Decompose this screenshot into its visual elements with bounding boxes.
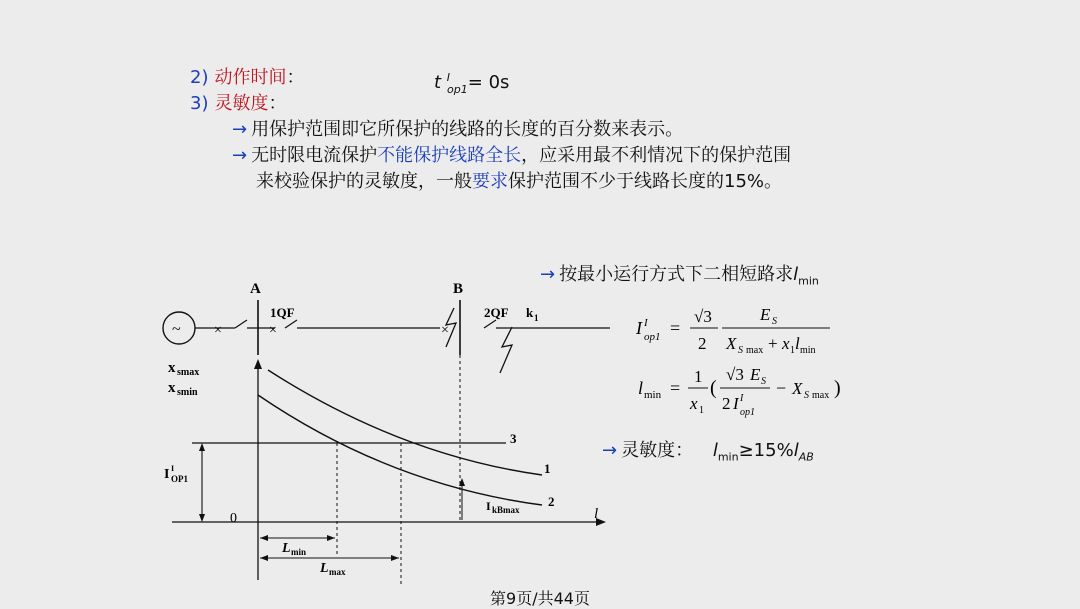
bullet-1	[232, 118, 683, 142]
sens-l: l	[712, 440, 718, 461]
arrow-icon: →	[602, 440, 618, 461]
item-number: 2)	[190, 67, 209, 88]
xsmin-label: x	[168, 380, 176, 396]
svg-text:op1: op1	[644, 331, 661, 343]
svg-text:=: =	[670, 318, 681, 338]
xsmax-sub: smax	[177, 367, 200, 378]
curve-3-label: 3	[510, 431, 517, 446]
bullet-2-part3: ，应采用最不利情况下的保护范围	[521, 145, 792, 166]
svg-text:1: 1	[699, 405, 704, 416]
svg-text:I: I	[636, 318, 642, 338]
svg-text:1: 1	[694, 367, 703, 386]
item-sensitivity	[190, 92, 286, 116]
sens-sub2: AB	[798, 450, 814, 464]
sens-sub: min	[717, 450, 739, 464]
sensitivity-label: 灵敏度	[214, 93, 269, 114]
label-1qf: 1QF	[270, 305, 295, 320]
iop-label: I	[164, 467, 170, 482]
svg-text:×: ×	[214, 323, 222, 338]
svg-text:op1: op1	[740, 407, 755, 418]
svg-text:−: −	[776, 378, 787, 398]
sens-label: 灵敏度：	[621, 440, 694, 461]
iop-sub: OP1	[171, 474, 188, 484]
svg-text:X: X	[792, 379, 803, 398]
arrow-icon: →	[232, 119, 248, 140]
svg-text:E: E	[760, 305, 771, 324]
svg-text:): )	[834, 377, 841, 399]
svg-text:I: I	[644, 317, 648, 329]
sens-mid: ≥15%	[738, 440, 794, 461]
bullet-2-highlight-2: 要求	[472, 171, 508, 192]
svg-text:I: I	[733, 394, 739, 413]
svg-text:min: min	[800, 345, 816, 356]
action-time-formula	[434, 66, 509, 102]
l-axis-label: l	[594, 506, 599, 522]
svg-text:√3: √3	[726, 365, 744, 384]
formula-block	[630, 296, 870, 426]
formula-rest: = 0s	[467, 72, 510, 93]
lmin-sub: min	[291, 547, 307, 557]
bullet-2-line2c: 保护范围不少于线路长度的15%。	[508, 171, 783, 192]
svg-text:min: min	[644, 389, 662, 401]
svg-text:×: ×	[269, 323, 277, 338]
label-2qf: 2QF	[484, 305, 509, 320]
formula-sup: I	[446, 71, 451, 84]
calc-sub: min	[798, 274, 819, 288]
svg-text:l: l	[795, 334, 800, 353]
svg-text:I: I	[740, 393, 744, 404]
sensitivity-formula	[602, 439, 814, 470]
lmin-label: L	[282, 541, 291, 556]
formula-lmin	[638, 365, 841, 418]
svg-text:+: +	[768, 334, 778, 353]
origin-label: 0	[230, 511, 237, 526]
item-number: 3)	[190, 93, 209, 114]
svg-text:S: S	[761, 376, 766, 387]
colon: ：	[286, 67, 305, 88]
label-k-sub: 1	[534, 313, 539, 323]
svg-text:S: S	[738, 345, 743, 356]
calc-text: 按最小运行方式下二相短路求	[559, 264, 794, 285]
svg-text:1: 1	[790, 345, 795, 356]
svg-text:max: max	[746, 345, 764, 356]
svg-text:l: l	[638, 378, 644, 398]
protection-diagram	[150, 275, 630, 590]
lmax-label: L	[320, 561, 329, 576]
curve-2-label: 2	[548, 494, 555, 509]
bullet-1-text: 用保护范围即它所保护的线路的长度的百分数来表示。	[251, 119, 684, 140]
svg-text:=: =	[670, 378, 681, 398]
svg-text:S: S	[772, 316, 777, 327]
svg-text:2: 2	[722, 394, 731, 413]
svg-text:x: x	[782, 334, 790, 353]
svg-text:×: ×	[441, 323, 449, 338]
svg-text:(: (	[710, 377, 717, 399]
svg-text:2: 2	[698, 334, 707, 353]
svg-text:max: max	[812, 390, 830, 401]
ikb-sub: kBmax	[492, 505, 520, 515]
xsmin-sub: smin	[177, 387, 198, 398]
fault-icon	[500, 327, 512, 373]
bullet-2-part1: 无时限电流保护	[251, 145, 378, 166]
label-b: B	[453, 281, 464, 297]
formula-t: t	[434, 72, 442, 93]
curve-1-label: 1	[544, 461, 551, 476]
iop-sup: I	[171, 464, 175, 473]
bullet-2-line2a: 来校验保护的灵敏度，一般	[256, 171, 472, 192]
lmax-sub: max	[329, 567, 346, 577]
label-k: k	[526, 305, 534, 320]
action-time-label: 动作时间	[214, 67, 287, 88]
xsmax-label: x	[168, 360, 176, 376]
bullet-2-line2	[256, 170, 782, 194]
bullet-2-highlight: 不能保护线路全长	[377, 145, 522, 166]
svg-text:X: X	[726, 334, 737, 353]
page-footer: 第9页/共44页	[490, 589, 590, 608]
calc-l: l	[793, 264, 799, 285]
svg-text:x: x	[690, 394, 698, 413]
colon: ：	[268, 93, 287, 114]
ikb-label: I	[486, 499, 491, 513]
source-symbol: ~	[172, 321, 181, 338]
formula-sub: op1	[447, 82, 468, 96]
svg-text:E: E	[750, 365, 761, 384]
svg-text:√3: √3	[694, 307, 712, 326]
formula-iop	[635, 305, 830, 356]
label-a: A	[250, 281, 261, 297]
curve-1	[268, 370, 542, 475]
svg-text:S: S	[804, 390, 809, 401]
arrow-icon: →	[232, 145, 248, 166]
bullet-2	[232, 144, 791, 168]
item-action-time	[190, 66, 304, 90]
sens-l2: l	[793, 440, 799, 461]
arrow-icon: →	[540, 264, 556, 285]
curve-2	[258, 395, 542, 505]
